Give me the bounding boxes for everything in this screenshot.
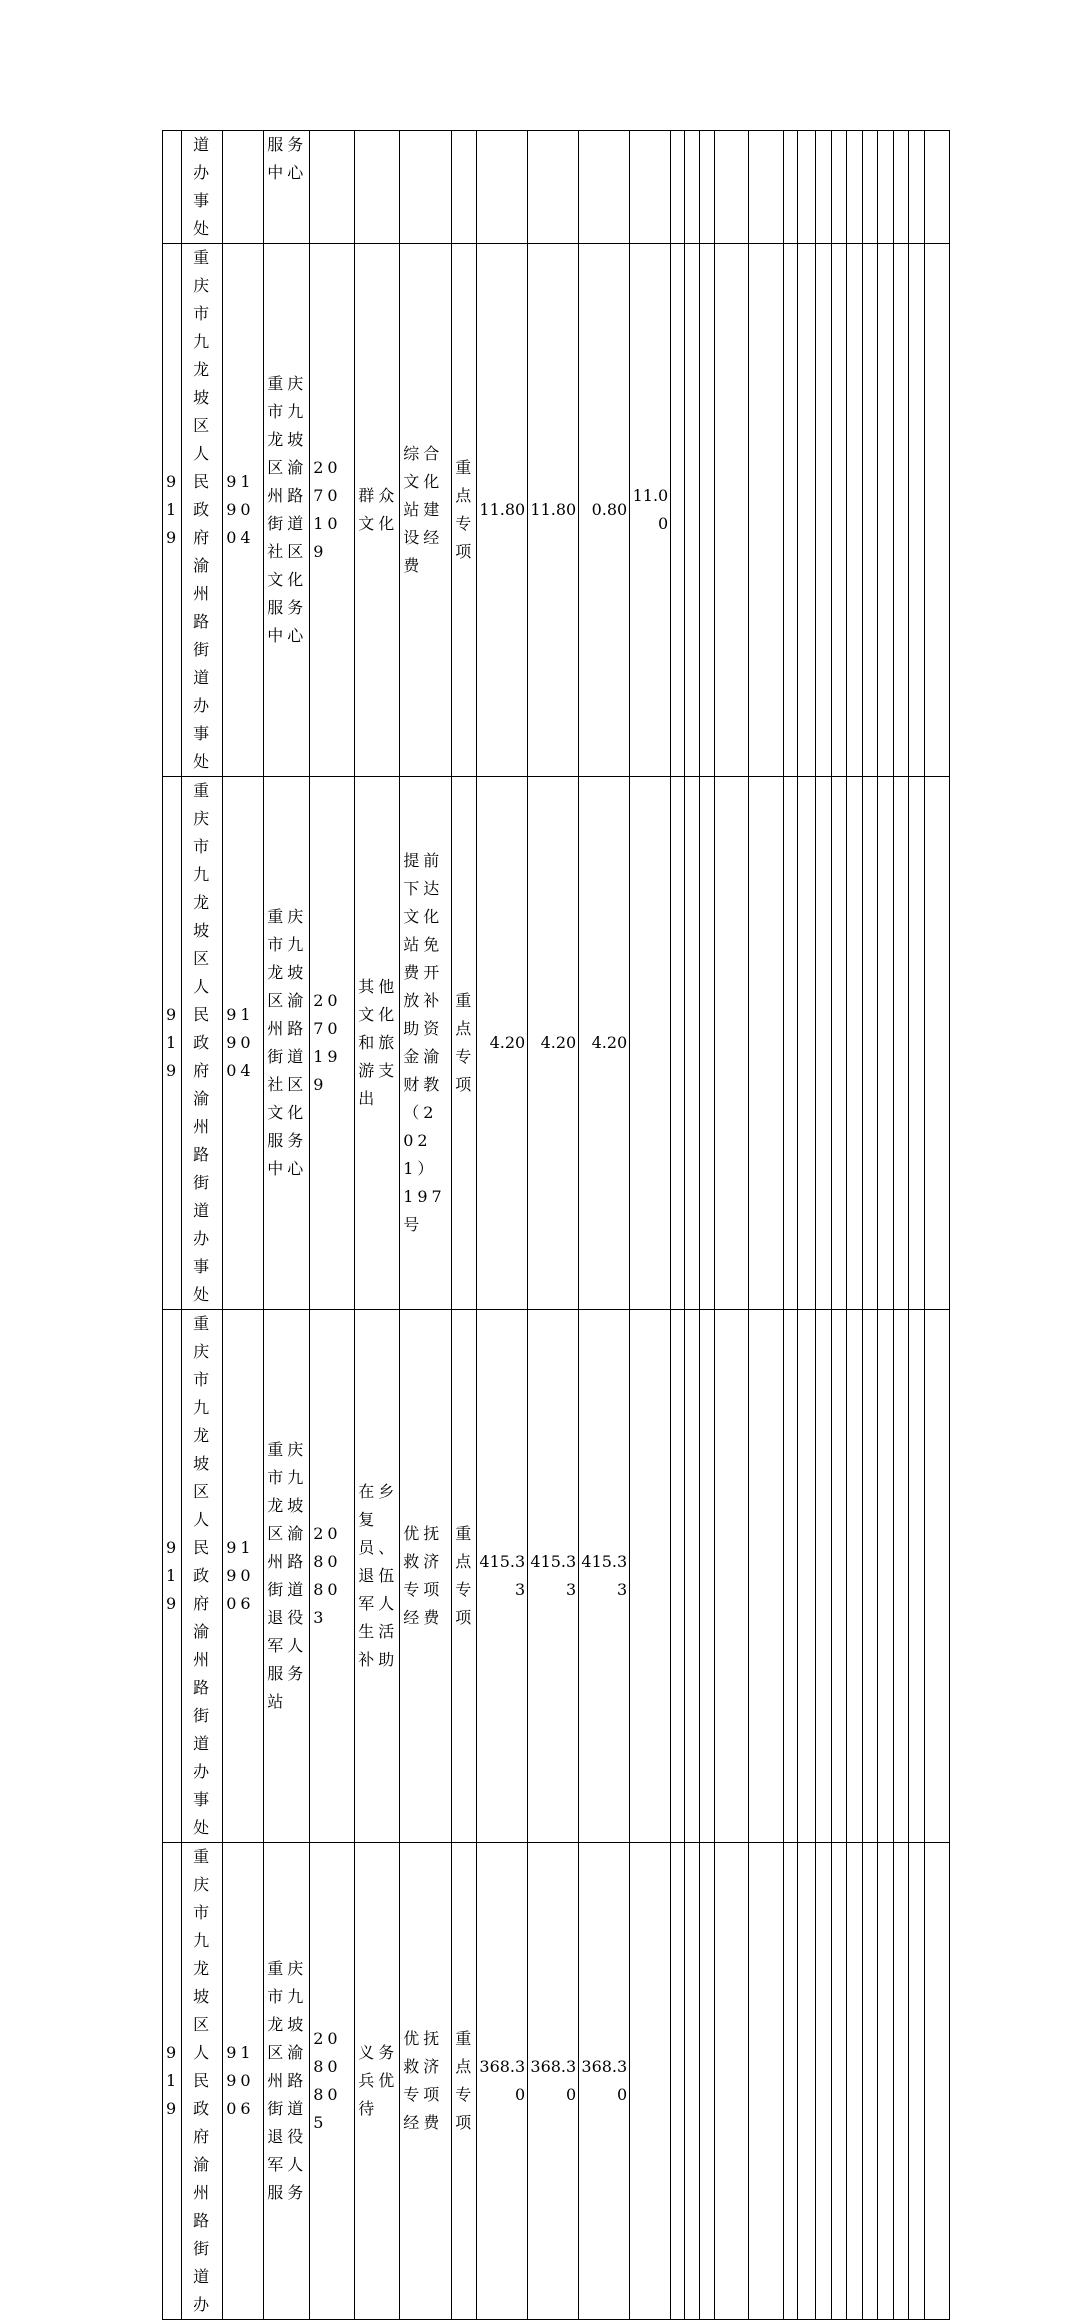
empty-cell xyxy=(832,244,847,777)
empty-cell xyxy=(749,1310,784,1843)
empty-cell xyxy=(749,1843,784,2320)
func-code-cell xyxy=(310,131,355,244)
empty-cell xyxy=(685,244,700,777)
empty-cell xyxy=(878,1843,894,2320)
amount-total-cell xyxy=(477,131,528,244)
empty-cell xyxy=(671,131,685,244)
empty-cell xyxy=(685,131,700,244)
empty-cell xyxy=(784,1843,798,2320)
empty-cell xyxy=(816,1843,832,2320)
amount-subtotal-cell: 415.33 xyxy=(528,1310,579,1843)
empty-cell xyxy=(798,131,816,244)
empty-cell xyxy=(671,1310,685,1843)
func-code-cell: 2070109 xyxy=(310,244,355,777)
empty-cell xyxy=(685,1310,700,1843)
empty-cell xyxy=(894,1310,909,1843)
empty-cell xyxy=(700,1843,715,2320)
empty-cell xyxy=(832,131,847,244)
empty-cell xyxy=(878,244,894,777)
func-name-cell: 义务兵优待 xyxy=(355,1843,400,2320)
amount-subtotal-cell: 4.20 xyxy=(528,777,579,1310)
empty-cell xyxy=(847,131,863,244)
amount-b-cell xyxy=(630,131,671,244)
empty-cell xyxy=(798,244,816,777)
empty-cell xyxy=(749,777,784,1310)
amount-b-cell xyxy=(630,1843,671,2320)
empty-cell xyxy=(715,1310,749,1843)
table-row xyxy=(163,1310,950,1843)
amount-a-cell: 368.30 xyxy=(579,1843,630,2320)
amount-subtotal-cell: 11.80 xyxy=(528,244,579,777)
table-row xyxy=(163,244,950,777)
empty-cell xyxy=(909,131,925,244)
empty-cell xyxy=(749,244,784,777)
empty-cell xyxy=(832,1310,847,1843)
budget-table xyxy=(162,130,950,2320)
amount-total-cell: 11.80 xyxy=(477,244,528,777)
empty-cell xyxy=(894,777,909,1310)
category-cell: 重点专项 xyxy=(452,1843,477,2320)
amount-total-cell: 415.33 xyxy=(477,1310,528,1843)
unit-cell: 重庆市九龙坡区人民政府渝州路街道办事处 xyxy=(182,1310,223,1843)
amount-a-cell: 415.33 xyxy=(579,1310,630,1843)
func-code-cell: 2080803 xyxy=(310,1310,355,1843)
empty-cell xyxy=(816,777,832,1310)
amount-b-cell xyxy=(630,1310,671,1843)
sub-unit-cell: 重庆市九龙坡区渝州路街道社区文化服务中心 xyxy=(264,777,310,1310)
empty-cell xyxy=(784,244,798,777)
empty-cell xyxy=(894,244,909,777)
seq-cell: 919 xyxy=(163,1843,182,2320)
unit-cell: 重庆市九龙坡区人民政府渝州路街道办事处 xyxy=(182,244,223,777)
category-cell: 重点专项 xyxy=(452,777,477,1310)
unit-cell: 重庆市九龙坡区人民政府渝州路街道办事处 xyxy=(182,777,223,1310)
project-cell: 综合文化站建设经费 xyxy=(400,244,452,777)
empty-cell xyxy=(700,777,715,1310)
func-name-cell: 其他文化和旅游支出 xyxy=(355,777,400,1310)
unit-code-cell: 919006 xyxy=(223,1843,264,2320)
empty-cell xyxy=(863,1843,878,2320)
project-cell xyxy=(400,131,452,244)
empty-cell xyxy=(715,777,749,1310)
table-row xyxy=(163,1843,950,2320)
empty-cell xyxy=(925,131,950,244)
empty-cell xyxy=(798,777,816,1310)
func-name-cell xyxy=(355,131,400,244)
empty-cell xyxy=(671,777,685,1310)
empty-cell xyxy=(909,244,925,777)
func-name-cell: 在乡复员、退伍军人生活补助 xyxy=(355,1310,400,1843)
sub-unit-cell: 重庆市九龙坡区渝州路街道退役军人服务站 xyxy=(264,1310,310,1843)
func-name-cell: 群众文化 xyxy=(355,244,400,777)
empty-cell xyxy=(847,1843,863,2320)
empty-cell xyxy=(715,131,749,244)
empty-cell xyxy=(685,1843,700,2320)
empty-cell xyxy=(700,244,715,777)
empty-cell xyxy=(894,1843,909,2320)
empty-cell xyxy=(878,1310,894,1843)
seq-cell: 919 xyxy=(163,1310,182,1843)
amount-total-cell: 368.30 xyxy=(477,1843,528,2320)
empty-cell xyxy=(671,1843,685,2320)
empty-cell xyxy=(784,777,798,1310)
empty-cell xyxy=(909,1843,925,2320)
category-cell: 重点专项 xyxy=(452,1310,477,1843)
empty-cell xyxy=(832,777,847,1310)
empty-cell xyxy=(798,1843,816,2320)
unit-code-cell: 919004 xyxy=(223,244,264,777)
table-row xyxy=(163,777,950,1310)
seq-cell: 919 xyxy=(163,244,182,777)
empty-cell xyxy=(925,1310,950,1843)
empty-cell xyxy=(847,244,863,777)
sub-unit-cell: 重庆市九龙坡区渝州路街道退役军人服务 xyxy=(264,1843,310,2320)
empty-cell xyxy=(798,1310,816,1843)
empty-cell xyxy=(909,777,925,1310)
seq-cell: 919 xyxy=(163,777,182,1310)
empty-cell xyxy=(925,777,950,1310)
empty-cell xyxy=(784,131,798,244)
empty-cell xyxy=(832,1843,847,2320)
category-cell: 重点专项 xyxy=(452,244,477,777)
amount-subtotal-cell xyxy=(528,131,579,244)
amount-subtotal-cell: 368.30 xyxy=(528,1843,579,2320)
amount-b-cell xyxy=(630,777,671,1310)
seq-cell xyxy=(163,131,182,244)
empty-cell xyxy=(925,1843,950,2320)
empty-cell xyxy=(863,777,878,1310)
project-cell: 提前下达文化站免费开放补助资金渝财教（2021）197号 xyxy=(400,777,452,1310)
empty-cell xyxy=(784,1310,798,1843)
empty-cell xyxy=(847,777,863,1310)
empty-cell xyxy=(816,1310,832,1843)
unit-code-cell: 919006 xyxy=(223,1310,264,1843)
empty-cell xyxy=(700,131,715,244)
empty-cell xyxy=(700,1310,715,1843)
unit-cell: 道办事处 xyxy=(182,131,223,244)
project-cell: 优抚救济专项经费 xyxy=(400,1310,452,1843)
empty-cell xyxy=(671,244,685,777)
amount-a-cell: 4.20 xyxy=(579,777,630,1310)
empty-cell xyxy=(816,244,832,777)
empty-cell xyxy=(909,1310,925,1843)
empty-cell xyxy=(894,131,909,244)
empty-cell xyxy=(715,244,749,777)
amount-b-cell: 11.00 xyxy=(630,244,671,777)
project-cell: 优抚救济专项经费 xyxy=(400,1843,452,2320)
empty-cell xyxy=(685,777,700,1310)
empty-cell xyxy=(925,244,950,777)
category-cell xyxy=(452,131,477,244)
sub-unit-cell: 服务中心 xyxy=(264,131,310,244)
amount-total-cell: 4.20 xyxy=(477,777,528,1310)
empty-cell xyxy=(878,131,894,244)
amount-a-cell: 0.80 xyxy=(579,244,630,777)
empty-cell xyxy=(863,131,878,244)
empty-cell xyxy=(878,777,894,1310)
empty-cell xyxy=(715,1843,749,2320)
empty-cell xyxy=(863,244,878,777)
unit-code-cell xyxy=(223,131,264,244)
func-code-cell: 2080805 xyxy=(310,1843,355,2320)
empty-cell xyxy=(847,1310,863,1843)
table-row xyxy=(163,131,950,244)
unit-cell: 重庆市九龙坡区人民政府渝州路街道办 xyxy=(182,1843,223,2320)
empty-cell xyxy=(863,1310,878,1843)
func-code-cell: 2070199 xyxy=(310,777,355,1310)
empty-cell xyxy=(749,131,784,244)
amount-a-cell xyxy=(579,131,630,244)
unit-code-cell: 919004 xyxy=(223,777,264,1310)
empty-cell xyxy=(816,131,832,244)
sub-unit-cell: 重庆市九龙坡区渝州路街道社区文化服务中心 xyxy=(264,244,310,777)
